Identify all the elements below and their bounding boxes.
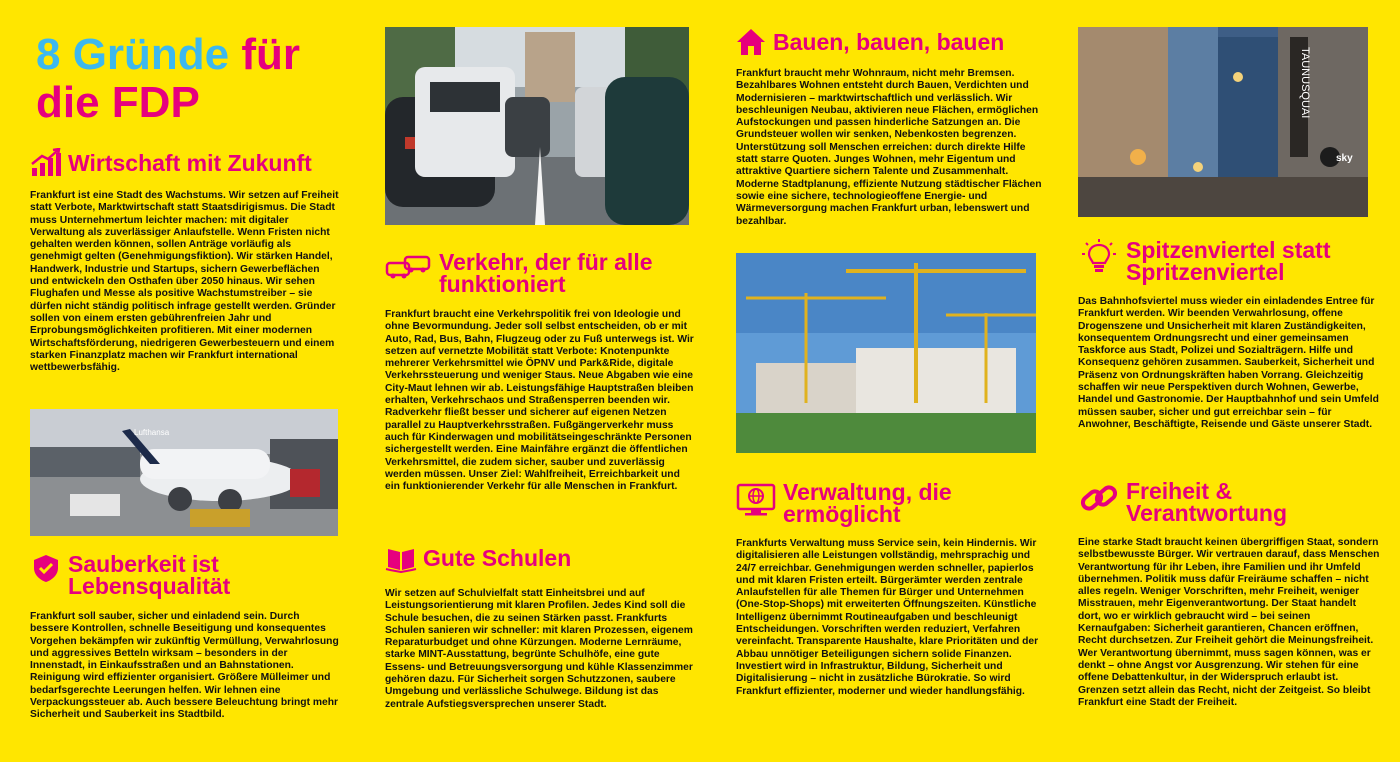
heading-wirtschaft [30,148,340,178]
heading-spitzenviertel [1078,239,1378,283]
text-schulen: Wir setzen auf Schulvielfalt statt Einheitsbrei und auf Leistungsorientierung mit klaren Profilen. Jedes Kind soll die Schule besuchen, die zu seinen Stärken passt. Frankfurts Schulen sanieren wir schneller: mit klaren Prozessen, eigenem Reparaturbudget und ohne Kürzungen. Moderne Lernräume, starke MINT-Ausstattung, begrünte Schulhöfe, eine gute Essens- und Betreuungsversorgung und kühle Klassenzimmer gehören dazu. Für Sicherheit sorgen Schutzzonen, saubere Umgebung und verlässliche Schulwege. Bildung ist das zentrale Aufstiegsversprechen unserer Stadt. [385,588,693,710]
shield-check-icon [30,553,62,583]
photo-traffic [385,27,689,225]
photo-city-street [1078,27,1368,217]
text-bauen: Frankfurt braucht mehr Wohnraum, nicht mehr Bremsen. Bezahlbares Wohnen entsteht durch Bauen, Verdichten und Modernisieren – marktwirtschaftlich und verlässlich. Wir beschleunigen Neubau, aktivieren neue Flächen, ermöglichen Aufstockungen und passen hinderliche Satzungen an. Die Grundsteuer wollen wir senken, Nebenkosten begrenzen. Unterstützung soll Menschen erreichen: durch direkte Hilfe statt starre Quoten. Junges Wohnen, mehr Eigentum und attraktive Quartiere sichern Talente und Zusammenhalt. Moderne Stadtplanung, effiziente Nutzung städtischer Flächen sowie eine sichere, technologieoffene Energie- und Wärmeversorgung machen Frankfurt urban, lebenswert und bezahlbar. [736,68,1042,227]
heading-text: Verkehr, der für alle funktioniert [439,249,653,297]
text-verwaltung: Frankfurts Verwaltung muss Service sein, kein Hindernis. Wir digitalisieren alle Leistungen vollständig, mehrsprachig und 24/7 erreichbar. Genehmigungen werden schneller, papierlos und mit klaren Fristen erteilt. Bürgerämter werden zentrale Anlaufstellen für alle Themen für Bürger und Unternehmen (One-Stop-Shops) mit erweiterten Öffnungszeiten. Künstliche Intelligenz übernimmt Routineaufgaben und beschleunigt Entscheidungen. Vorschriften werden reduziert, Verfahren vereinfacht. Transparente Haushalte, klare Prioritäten und der Abbau unnötiger Beteiligungen sichern solide Finanzen. Investiert wird in Infrastruktur, Bildung, Sicherheit und Digitalisierung – nicht in zusätzliche Bürokratie. So wird Frankfurt effizienter, moderner und wieder handlungsfähig. [736,538,1039,697]
heading-text: Spitzenviertel statt Spritzenviertel [1126,237,1331,285]
heading-verkehr [385,251,689,295]
heading-freiheit [1078,480,1378,524]
house-icon [735,27,767,57]
text-spitzenviertel: Das Bahnhofsviertel muss wieder ein einladendes Entree für Frankfurt werden. Wir beenden Verwahrlosung, offene Drogenszene und Unsicherheit mit klaren Zuständigkeiten, konsequentem Ordnungsrecht und einer gemeinsamen Taskforce aus Stadt, Polizei und Sozialträgern. Hilfe und Konsequenz gehören zusammen. Sauberkeit, Sicherheit und Präsenz von Ordnungskräften haben Vorrang. Gleichzeitig schaffen wir neue Perspektiven durch Wohnen, Gewerbe, Handel und Gastronomie. Der Hauptbahnhof und sein Umfeld müssen sauber, sicher und gut erreichbar sein – für Anwohner, Beschäftigte, Reisende und Gäste unserer Stadt. [1078,296,1379,430]
heading-text: Sauberkeit ist Lebensqualität [68,551,231,599]
text-freiheit: Eine starke Stadt braucht keinen übergriffigen Staat, sondern selbstbewusste Bürger. Wir vertrauen darauf, dass Menschen Verantwortung für ihr Leben, ihre Familien und ihr Umfeld übernehmen. Politik muss dafür Freiräume schaffen – nicht alles regeln. Weniger Vorschriften, mehr Freiheit, weniger Misstrauen, mehr Eigenverantwortung. Der Staat handelt dort, wo er wirklich gebraucht wird – bei seinen Kernaufgaben: Sicherheit garantieren, Chancen eröffnen, Recht durchsetzen. Zur Freiheit gehört die Meinungsfreiheit. Wer Verantwortung übernimmt, muss sagen können, was er denkt – ohne Angst vor Ausgrenzung. Wir stehen für eine offene Debattenkultur, in der Widerspruch erlaubt ist. Grenzen setzt allein das Recht, nicht der Zeitgeist. So bleibt Frankfurt eine Stadt der Freiheit. [1078,537,1380,708]
photo-airport [30,409,338,536]
computer-globe-icon [735,481,777,511]
airport-sign: Lufthansa [134,428,170,437]
chart-growth-icon [30,148,62,178]
cars-icon [385,251,433,281]
heading-text: Verwaltung, die ermöglicht [783,479,952,527]
heading-text: Bauen, bauen, bauen [773,29,1005,55]
heading-verwaltung [735,481,1045,525]
page-title [36,31,300,127]
store-sign: sky [1336,153,1353,164]
title-pink: für [241,30,301,79]
book-icon [385,543,417,573]
text-verkehr: Frankfurt braucht eine Verkehrspolitik frei von Ideologie und ohne Bevormundung. Jeder soll selbst entscheiden, ob er mit Auto, Rad, Bus, Bahn, Flugzeug oder zu Fuß unterwegs ist. Wir setzen auf vernetzte Mobilität statt Verbote: Knotenpunkte mehrerer Verkehrsmittel wie ÖPNV und Park&Ride, digitale Verkehrssteuerung und weniger Staus. Neue Abgaben wie eine City-Maut lehnen wir ab. Leistungsfähige Hauptstraßen bleiben erhalten, Verkehrschaos und Straßensperren beenden wir. Radverkehr fließt besser und sicherer auf eigenen Netzen parallel zu Hauptverkehrsstraßen. Fußgängerverkehr muss auch für Kinderwagen und mobilitätseingeschränkte Personen sichergestellt werden. Eine Mainfähre ergänzt die öffentlichen Verkehrsmittel, die zudem sicher, sauber und zuverlässig werden müssen. Unser Ziel: Wahlfreiheit, Erreichbarkeit und ein funktionierender Verkehr für alle Menschen in Frankfurt. [385,309,694,493]
heading-text: Gute Schulen [423,545,572,571]
heading-sauberkeit [30,553,340,597]
title-line2: die FDP [36,78,200,127]
street-sign: TAUNUSQUAI [1299,47,1311,119]
title-blue: 8 Gründe [36,30,242,79]
lightbulb-icon [1078,239,1120,269]
heading-bauen [735,27,1045,57]
heading-text: Wirtschaft mit Zukunft [68,150,312,176]
photo-construction [736,253,1036,453]
text-wirtschaft: Frankfurt ist eine Stadt des Wachstums. Wir setzen auf Freiheit statt Verbote, Marktwirtschaft statt Staatsdirigismus. Die Stadt muss Unternehmertum leichter machen: mit digitaler Verwaltung als zuverlässiger Anlaufstelle. Wenn Fristen nicht gehalten werden können, sollen Anträge vorläufig als genehmigt gelten (Genehmigungsfiktion). Wir stärken Handel, Handwerk, Industrie und Startups, sichern Gewerbeflächen und entwickeln den Osthafen über 2050 hinaus. Wir sehen Flughafen und Messe als positive Wachstumstreiber – sie dürfen nicht ständig politisch infrage gestellt werden. Gründer sollen von einem ersten gebührenfreien Jahr und Erprobungsmöglichkeiten profitieren. Mit einer modernen Wirtschaftsförderung, niedrigeren Gewerbesteuern und einem starken Finanzplatz machen wir Frankfurt international wettbewerbsfähig. [30,190,339,374]
chain-link-icon [1078,480,1120,510]
text-sauberkeit: Frankfurt soll sauber, sicher und einladend sein. Durch bessere Kontrollen, schnelle Beseitigung und konsequentes Vorgehen bekämpfen wir zukünftig Vermüllung, Verwahrlosung und aggressives Betteln wirksam – besonders in der Innenstadt, in Einkaufsstraßen und an Bahnstationen. Reinigung wird effizienter organisiert. Größere Mülleimer und bedarfsgerechte Leerungen helfen. Wir lehnen eine Verpackungssteuer ab. Auch bessere Beleuchtung bringt mehr Sicherheit und Sauberkeit ins Stadtbild. [30,611,339,721]
heading-text: Freiheit & Verantwortung [1126,478,1288,526]
heading-schulen [385,543,689,573]
